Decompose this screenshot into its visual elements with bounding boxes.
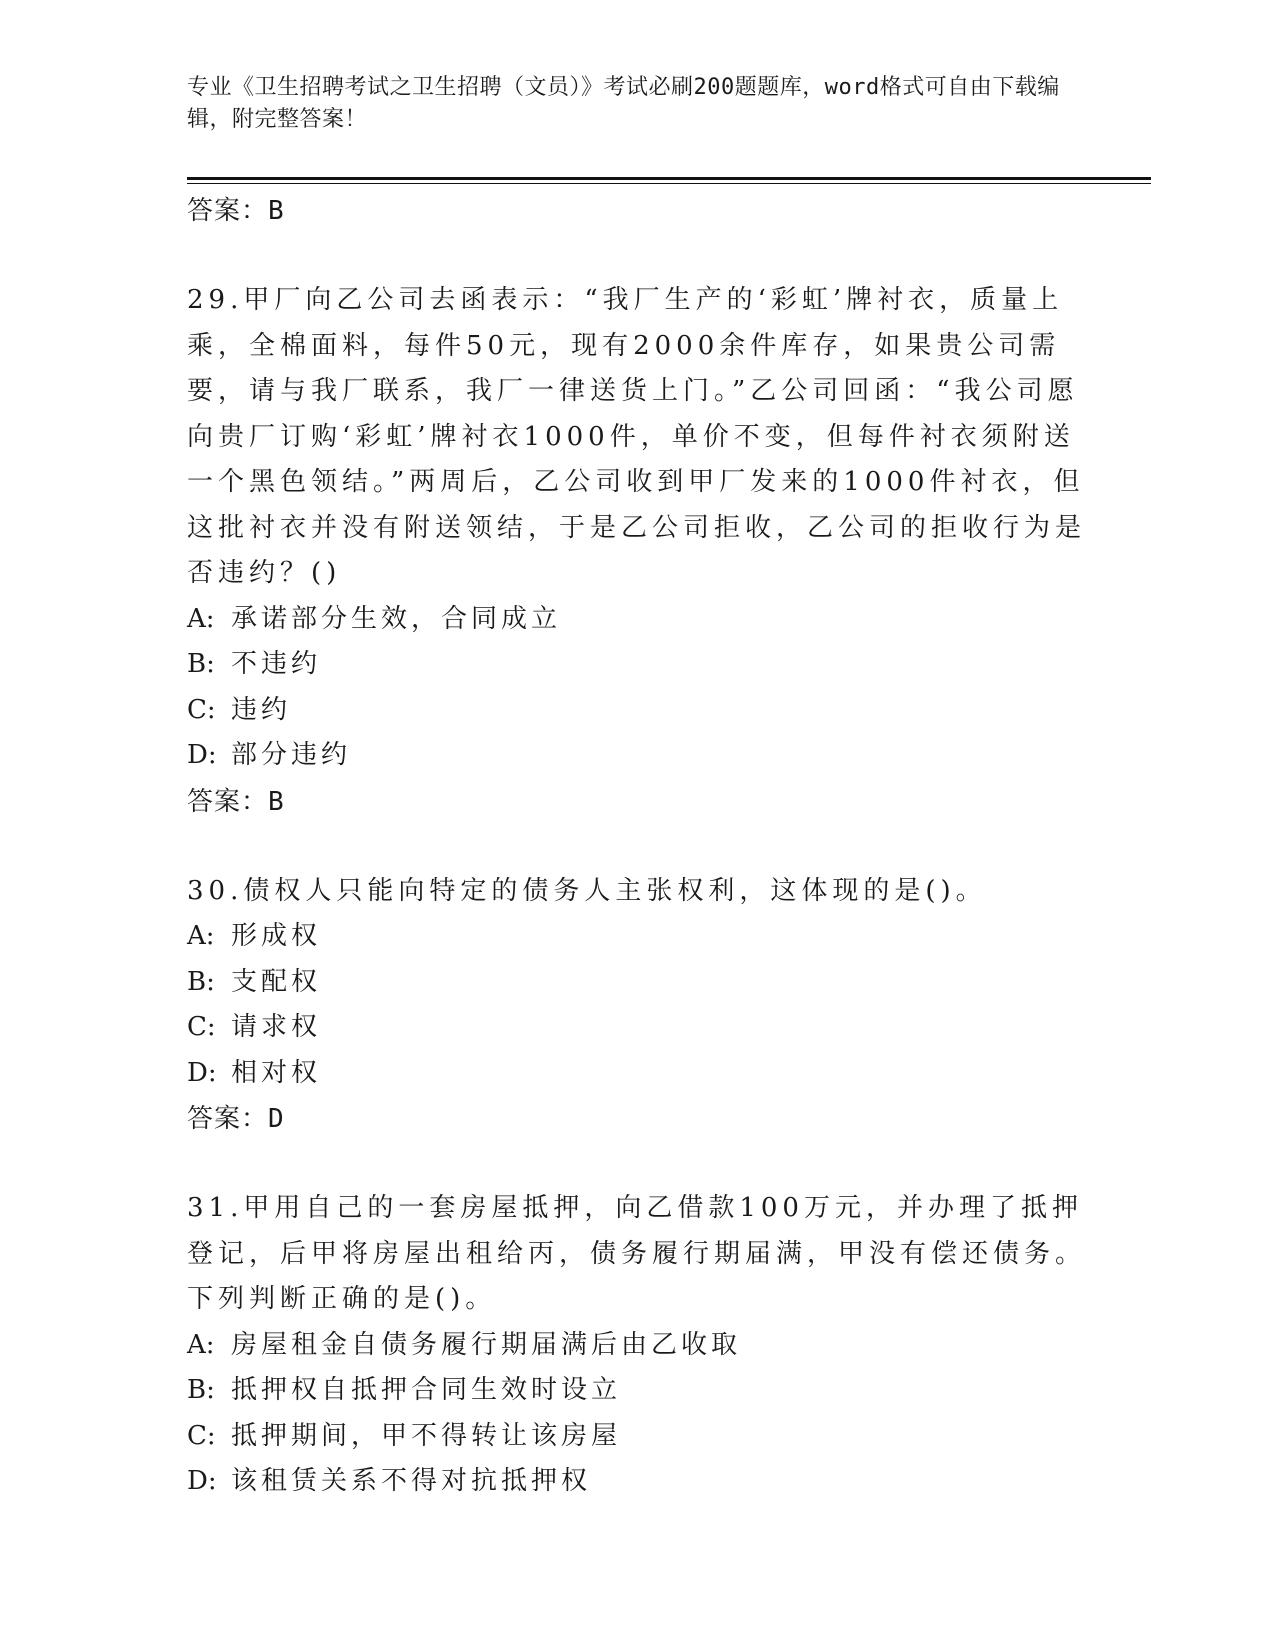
- option-b: [187, 642, 1087, 688]
- option-b: [187, 960, 1087, 1006]
- option-d: [187, 733, 1087, 779]
- header-rule-thin: [187, 183, 1151, 184]
- option-letter: C:: [187, 1012, 216, 1042]
- option-letter: C:: [187, 1420, 216, 1451]
- option-text: 不违约: [231, 649, 322, 679]
- option-letter: D:: [187, 1466, 217, 1496]
- option-letter: A:: [187, 603, 215, 634]
- option-a: [187, 1323, 1087, 1369]
- option-letter: A:: [187, 1329, 215, 1360]
- option-text: 抵押权自抵押合同生效时设立: [231, 1375, 622, 1405]
- option-text: 房屋租金自债务履行期届满后由乙收取: [231, 1329, 742, 1360]
- option-text: 形成权: [231, 921, 322, 951]
- option-letter: B:: [187, 1375, 215, 1405]
- option-text: 相对权: [231, 1057, 322, 1088]
- option-letter: C:: [187, 694, 216, 725]
- question-text: 30.债权人只能向特定的债务人主张权利，这体现的是()。: [187, 875, 987, 906]
- option-a: [187, 914, 1087, 960]
- option-text: 支配权: [231, 966, 322, 997]
- document-body: [187, 188, 1087, 1505]
- option-text: 该租赁关系不得对抗抵押权: [231, 1466, 592, 1496]
- option-a: [187, 597, 1087, 643]
- header-rule-thick: [187, 177, 1151, 180]
- option-text: 部分违约: [231, 740, 352, 770]
- option-c: [187, 1005, 1087, 1051]
- option-b: [187, 1368, 1087, 1414]
- question-31: [187, 1186, 1087, 1505]
- option-d: [187, 1051, 1087, 1097]
- document-header: 专业《卫生招聘考试之卫生招聘（文员）》考试必刷200题题库，word格式可自由下载编辑，附完整答案！: [187, 75, 1060, 132]
- answer-line: 答案：B: [187, 786, 285, 817]
- option-c: [187, 1414, 1087, 1460]
- option-letter: B:: [187, 966, 215, 997]
- option-d: [187, 1459, 1087, 1505]
- option-text: 违约: [231, 694, 292, 725]
- option-text: 抵押期间，甲不得转让该房屋: [231, 1420, 622, 1451]
- option-letter: D:: [187, 1057, 217, 1088]
- question-text: 29.甲厂向乙公司去函表示：“我厂生产的‘彩虹’牌衬衣，质量上乘，全棉面料，每件50元，现有2000余件库存，如果贵公司需要，请与我厂联系，我厂一律送货上门。”乙公司回函：“我公司愿向贵厂订购‘彩虹’牌衬衣1000件，单价不变，但每件衬衣须附送一个黑色领结。”两周后，乙公司收到甲厂发来的1000件衬衣，但这批衬衣并没有附送领结，于是乙公司拒收，乙公司的拒收行为是否违约？(): [187, 285, 1087, 588]
- option-c: [187, 688, 1087, 734]
- option-text: 请求权: [231, 1012, 322, 1042]
- option-letter: B:: [187, 649, 215, 679]
- question-30: [187, 869, 1087, 1143]
- option-letter: A:: [187, 921, 215, 951]
- option-letter: D:: [187, 740, 217, 770]
- option-text: 承诺部分生效，合同成立: [231, 603, 562, 634]
- question-29: [187, 278, 1087, 825]
- question-text: 31.甲用自己的一套房屋抵押，向乙借款100万元，并办理了抵押登记，后甲将房屋出租给丙，债务履行期届满，甲没有偿还债务。下列判断正确的是()。: [187, 1193, 1087, 1314]
- answer-line: 答案：B: [187, 196, 285, 226]
- answer-line: 答案：D: [187, 1104, 285, 1134]
